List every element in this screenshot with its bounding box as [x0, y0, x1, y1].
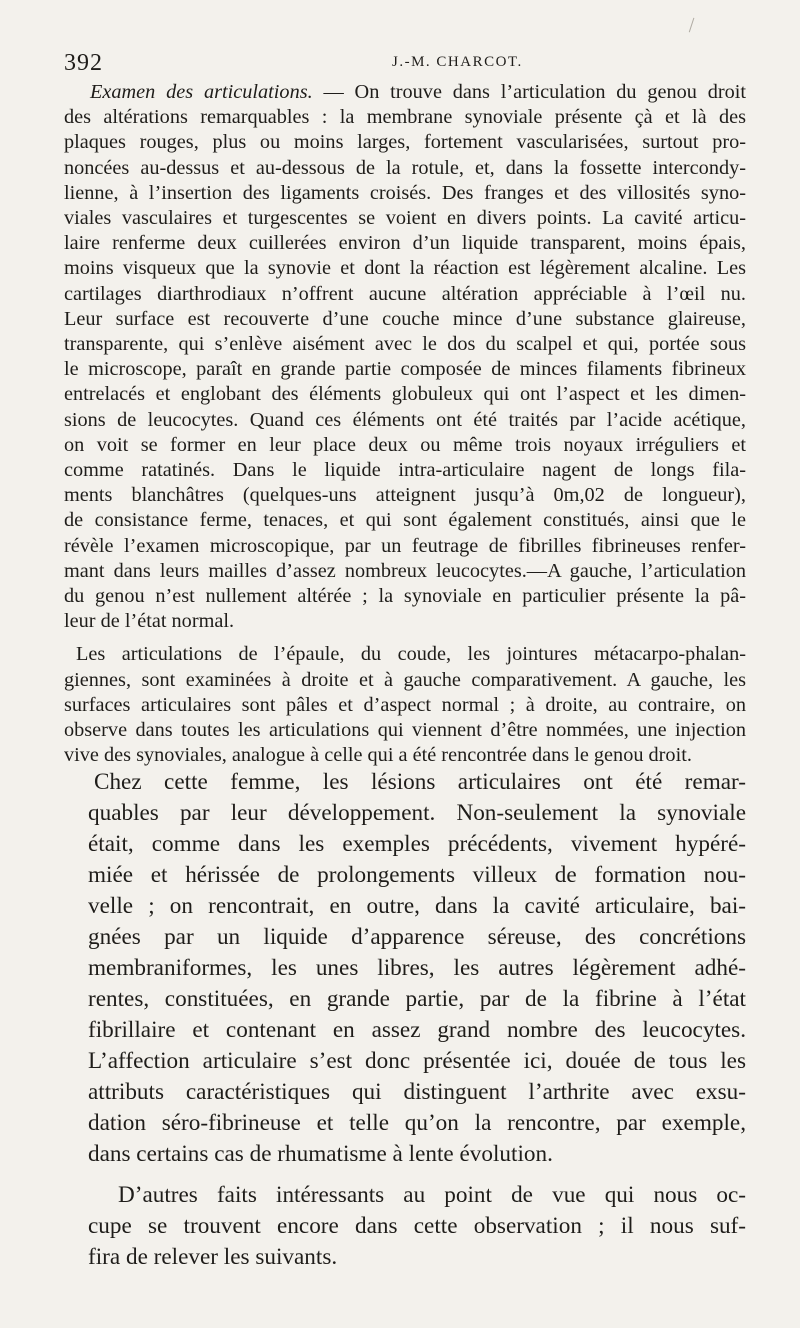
text-line: de consistance ferme, tenaces, et qui sont également constitués, ainsi que le — [64, 509, 746, 532]
text-line: cupe se trouvent encore dans cette observation ; il nous suf- — [88, 1213, 746, 1239]
text-line: sions de leucocytes. Quand ces éléments ont été traités par l’acide acétique, — [64, 408, 746, 431]
ink-mark — [689, 18, 697, 34]
text-line: rentes, constituées, en grande partie, par de la fibrine à l’état — [88, 986, 746, 1012]
text-line: laire renferme deux cuillerées environ d’un liquide transparent, moins épais, — [64, 232, 746, 255]
text-line: quables par leur développement. Non-seulement la synoviale — [88, 800, 746, 826]
text-line: était, comme dans les exemples précédents, vivement hypéré- — [88, 831, 746, 857]
text-line: gnées par un liquide d’apparence séreuse, des concrétions — [88, 924, 746, 950]
text-line: miée et hérissée de prolongements villeux de formation nou- — [88, 862, 746, 888]
text-line: attributs caractéristiques qui distinguent l’arthrite avec exsu- — [88, 1079, 746, 1105]
text-line: velle ; on rencontrait, en outre, dans la cavité articulaire, bai- — [88, 893, 746, 919]
text-line: Les articulations de l’épaule, du coude, les jointures métacarpo-phalan- — [76, 643, 746, 666]
running-head: J.-M. CHARCOT. — [392, 54, 523, 70]
text-line: plaques rouges, plus ou moins larges, fortement vascularisées, surtout pro- — [64, 131, 746, 154]
paragraph-examen-des-articulations — [64, 80, 746, 634]
text-line: membraniformes, les unes libres, les autres légèrement adhé- — [88, 955, 746, 981]
text-line: du genou n’est nullement altérée ; la synoviale en particulier présente la pâ- — [64, 585, 746, 608]
text-line: observe dans toutes les articulations qui viennent d’être nommées, une injection — [64, 719, 746, 742]
text-line — [64, 80, 746, 105]
text-line: dans certains cas de rhumatisme à lente évolution. — [88, 1141, 553, 1167]
text-line: lienne, à l’insertion des ligaments croisés. Des franges et des villosités syno- — [64, 181, 746, 204]
text-line: viales vasculaires et turgescentes se voient en divers points. La cavité articu- — [64, 207, 746, 230]
text-line: cartilages diarthrodiaux n’offrent aucune altération appréciable à l’œil nu. — [64, 282, 746, 305]
text-line: fira de relever les suivants. — [88, 1244, 338, 1270]
paragraph-other-joints — [64, 642, 746, 768]
text-line: leur de l’état normal. — [64, 610, 235, 633]
page-header — [64, 46, 754, 80]
text-line: surfaces articulaires sont pâles et d’aspect normal ; à droite, au contraire, on — [64, 693, 746, 716]
text-line: vive des synoviales, analogue à celle qui a été rencontrée dans le genou droit. — [64, 744, 692, 767]
page-number: 392 — [64, 50, 103, 76]
text-line: dation séro-fibrineuse et telle qu’on la rencontre, par exemple, — [88, 1110, 746, 1136]
large-text-block — [88, 767, 746, 1273]
text-line: D’autres faits intéressants au point de vue qui nous oc- — [118, 1182, 746, 1208]
paragraph-chez-cette-femme — [88, 767, 746, 1170]
section-lead-rest: — On trouve dans l’articulation du genou droit — [312, 81, 746, 103]
text-line: comme ratatinés. Dans le liquide intra-articulaire nagent de longs fila- — [64, 459, 746, 482]
text-line: giennes, sont examinées à droite et à gauche comparativement. A gauche, les — [64, 668, 746, 691]
text-line: moins visqueux que la synovie et dont la réaction est légèrement alcaline. Les — [64, 257, 746, 280]
text-line: révèle l’examen microscopique, par un feutrage de fibrilles fibrineuses renfer- — [64, 534, 746, 557]
text-line: entrelacés et englobant des éléments globuleux qui ont l’aspect et les dimen- — [64, 383, 746, 406]
text-line: fibrillaire et contenant en assez grand nombre des leucocytes. — [88, 1017, 746, 1043]
text-line: le microscope, paraît en grande partie composée de minces filaments fibrineux — [64, 358, 746, 381]
small-text-block — [64, 80, 746, 768]
text-line: Leur surface est recouverte d’une couche mince d’une substance glaireuse, — [64, 307, 746, 330]
text-line: L’affection articulaire s’est donc présentée ici, douée de tous les — [88, 1048, 746, 1074]
text-line: ments blanchâtres (quelques-uns atteignent jusqu’à 0m,02 de longueur), — [64, 484, 746, 507]
text-line: mant dans leurs mailles d’assez nombreux leucocytes.—A gauche, l’articulation — [64, 559, 746, 582]
text-line: Chez cette femme, les lésions articulaires ont été remar- — [94, 769, 746, 795]
paragraph-dautres-faits — [88, 1180, 746, 1273]
section-lead-italic: Examen des articulations. — [90, 81, 313, 103]
text-line: noncées au-dessus et au-dessous de la rotule, et, dans la fossette intercondy- — [64, 156, 746, 179]
text-line: on voit se former en leur place deux ou même trois noyaux irréguliers et — [64, 433, 746, 456]
text-line: des altérations remarquables : la membrane synoviale présente çà et là des — [64, 106, 746, 129]
text-line: transparente, qui s’enlève aisément avec le dos du scalpel et qui, portée sous — [64, 333, 746, 356]
